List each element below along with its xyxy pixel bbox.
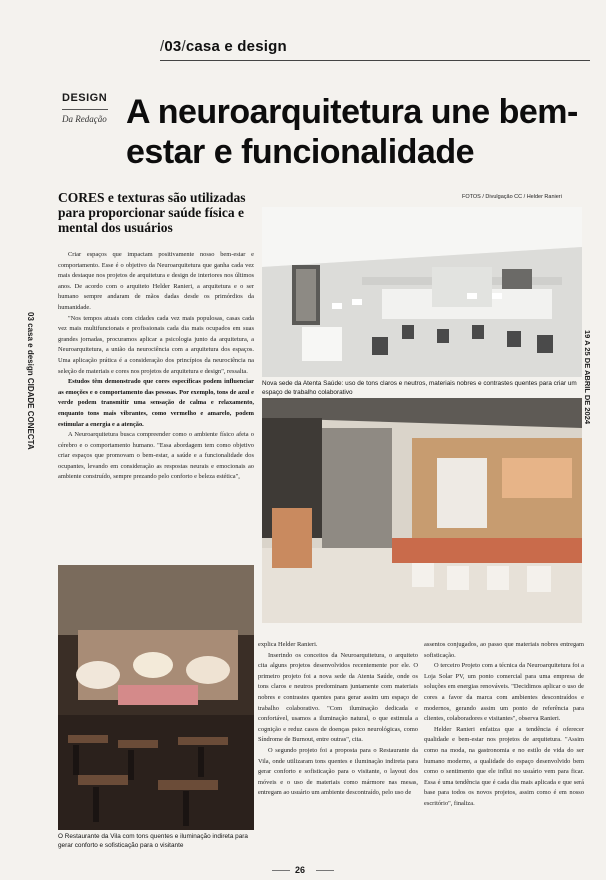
reception-illustration [262,398,582,623]
paragraph: O segundo projeto foi a proposta para o Restaurante da Vila, onde utilizaram tons quentes e iluminação indireta para gerar conforto e sofisticação para o visitante, o layout dos móveis e o uso de materiais como mármore nas mesas, entregam ao usuário um ambiente descontraído, pelo uso de [258,746,418,797]
body-column-3 [424,640,584,810]
office-photo [262,207,582,377]
section-title: casa e design [185,38,287,55]
restaurant-illustration [58,565,254,830]
paragraph: Estudos têm demonstrado que cores específicas podem influenciar as emoções e o comportamento das pessoas. Por exemplo, tons de azul e verde podem transmitir uma sensação de calma e relaxamento, enquanto tons mais vibrantes, como vermelho e amarelo, podem estimular a energia e a atenção. [58,378,254,428]
caption-restaurant: O Restaurante da Vila com tons quentes e iluminação indireta para gerar conforto e sofisticação para o visitante [58,833,248,849]
paragraph: A Neuroarquitetura busca compreender como o ambiente físico afeta o cérebro e o comportamento humano. "Essa abordagem tem como objetivo criar espaços que promovam o bem-estar, a saúde e a funcionalidade dos ocupantes, levando em consideração as respostas neurais e emocionais ao ambiente construído, sempre prezando pelo conforto e beleza estética", [58,431,254,481]
section-number: 03 [164,38,182,55]
paragraph: "Nos tempos atuais com cidades cada vez mais populosas, casas cada vez mais multifuncionais e profissionais cada dia mais ocupados em suas grandes jornadas, procuramos aplicar a psicologia junto da arquitetura, a Neuroarquitetura, a união da neurociência com a arquitetura dos espaços. Uma aplicação prática é a consideração dos princípios da neurociência na seleção de materiais e cores nos projetos de arquitetura e design", ressalta. [58,314,254,375]
paragraph: Criar espaços que impactam positivamente nosso bem-estar e comportamento. Esse é o objetivo da Neuroarquitetura que ganha cada vez mais destaque nos projetos de arquitetura e design de interiores nos últimos anos. De acordo com o arquiteto Helder Ranieri, a arquitetura e o ser humano sempre andaram de mãos dadas desde os primórdios da humanidade. [58,251,254,311]
page-number-rule-right [316,870,334,871]
section-rule [160,60,590,61]
office-illustration [262,207,582,377]
author: Da Redação [62,114,107,124]
reception-photo [262,398,582,623]
body-column-1 [58,250,254,483]
section-slash-2: / [181,38,186,55]
paragraph: Helder Ranieri enfatiza que a tendência é oferecer qualidade e bem-estar nos projetos de arquitetura. "Assim como na moda, na gastronomia e no estilo de vida do ser humano moderno, a qualidade do espaço desenvolvido bem como o sentimento que ele influi no usuário vem para ficar. Essa é uma tendência que é cada dia mais aplicada e que será base para todos os novos projetos, assim como é em nosso escritório", finaliza. [424,725,584,807]
kicker-rule [62,109,108,110]
side-label-right: 19 A 25 DE ABRIL DE 2024 [583,330,592,425]
caption-office: Nova sede da Atenta Saúde: uso de tons claros e neutros, materiais nobres e contrastes quentes para criar um espaço de trabalho colaborativo [262,380,577,396]
subhead: CORES e texturas são utilizadas para proporcionar saúde física e mental dos usuários [58,190,246,235]
side-label-left: 03 casa e design CIDADE CONECTA [26,312,35,450]
headline: A neuroarquitetura une bem-estar e funcionalidade [126,93,578,171]
body-column-2 [258,640,418,799]
page-number-rule-left [272,870,290,871]
kicker: DESIGN [62,92,108,104]
photo-credit: FOTOS / Divulgação CC / Helder Ranieri [462,194,562,200]
paragraph: Inserindo os conceitos da Neuroarquitetura, o arquiteto cita alguns projetos desenvolvidos recentemente por ele. O primeiro projeto foi a nova sede da Atenta Saúde, onde os tons claros e neutros predominam juntamente com materiais nobres e contrastes quentes para gerar assim um espaço de trabalho colaborativo. "Com iluminação dedicada e confortável, usamos a iluminação natural, o que estimula a cognição e reduz casos de doenças psico neurológicas, como Síndrome de Burnout, entre outras", cita. [258,651,418,744]
section-slash: / [160,38,165,55]
paragraph: explica Helder Ranieri. [258,641,318,648]
section-header [160,38,287,55]
restaurant-photo [58,565,254,830]
paragraph: assentos conjugados, ao passo que materiais nobres entregam sofisticação. [424,641,584,659]
page-number: 26 [295,865,306,875]
paragraph: O terceiro Projeto com a técnica da Neuroarquitetura foi a Loja Solar PV, um ponto comercial para uma empresa de soluções em energias renováveis. "Decidimos aplicar o uso de cores a favor da marca com ambientes descontraídos e modernos, gerando assim um ponto de referência para clientes, colaboradores e visitantes", observa Ranieri. [424,662,584,723]
